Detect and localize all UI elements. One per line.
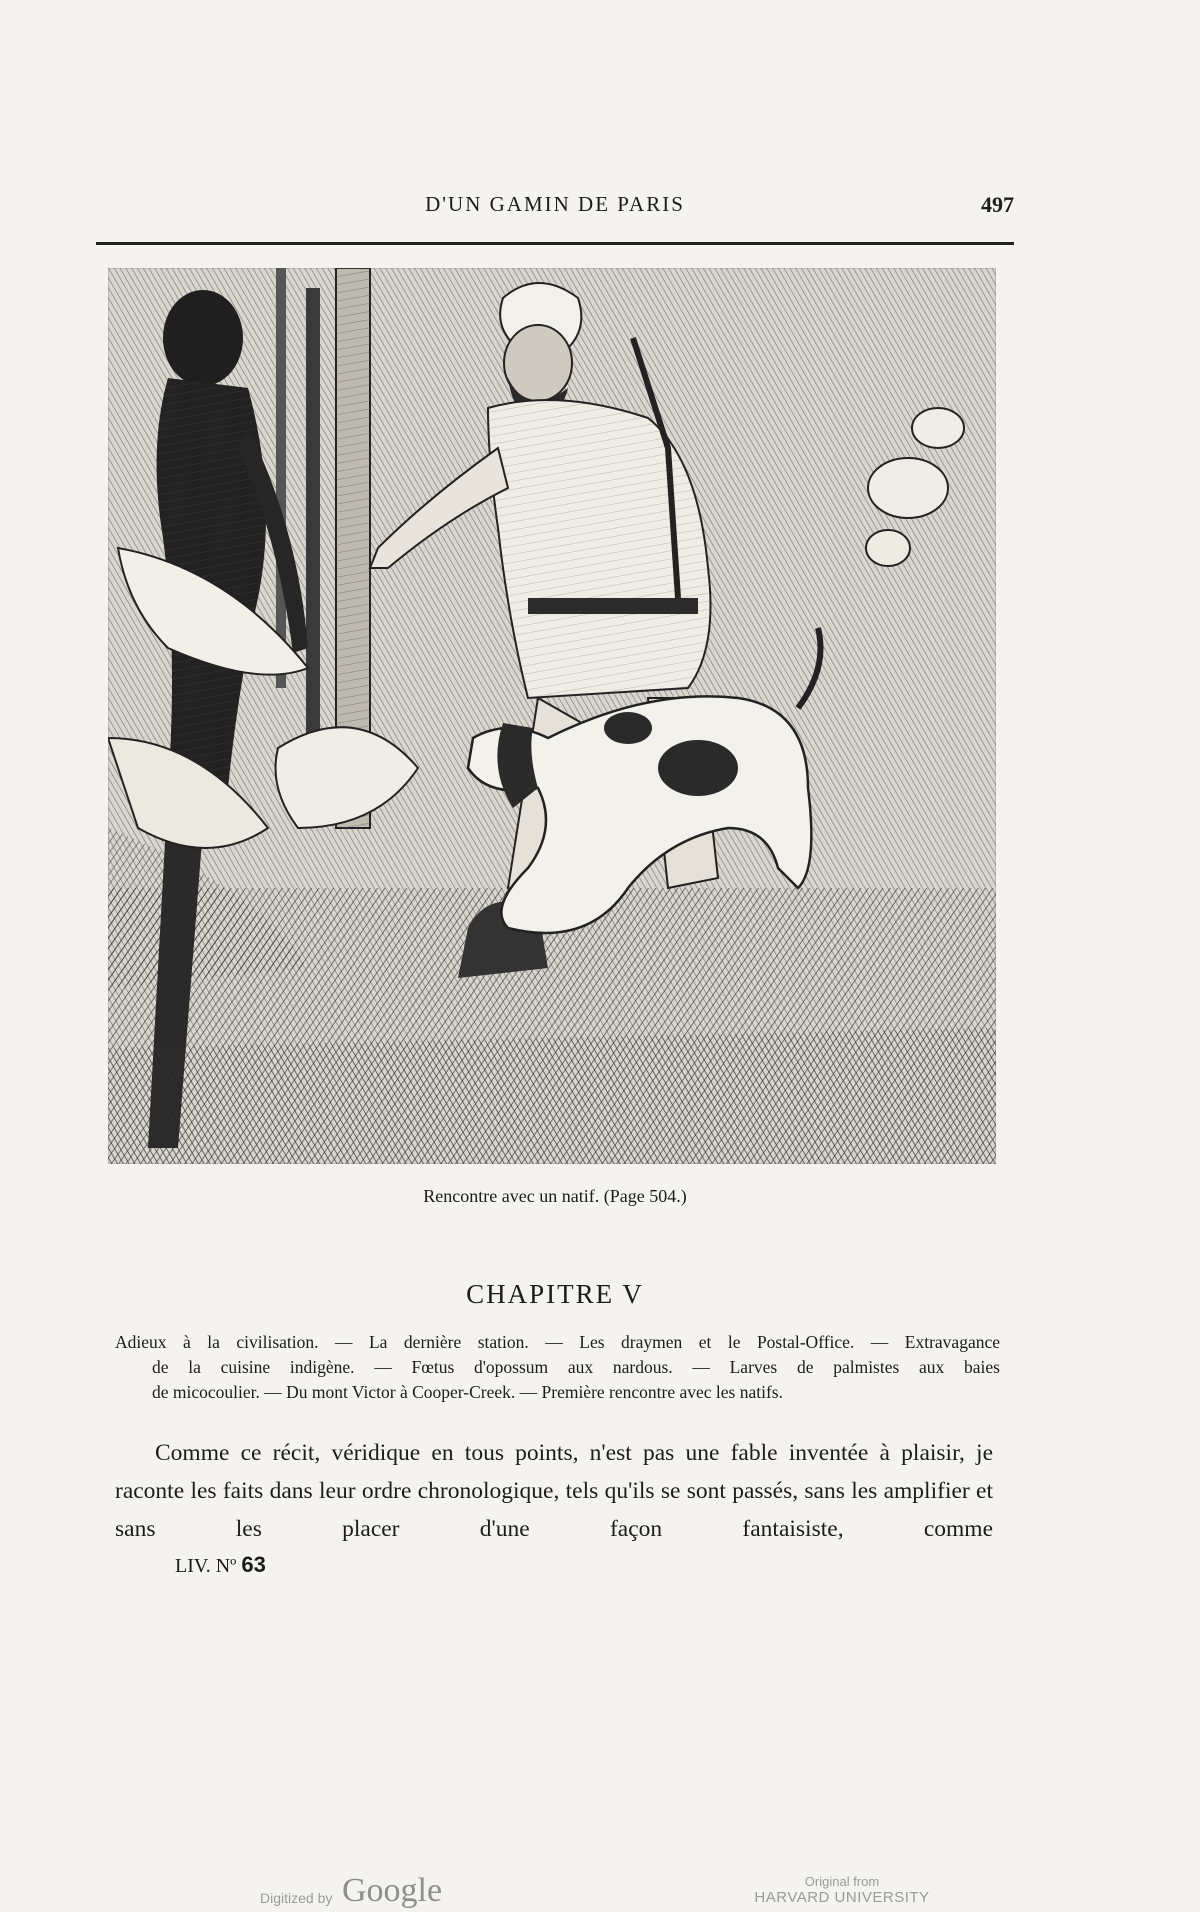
running-title: D'UN GAMIN DE PARIS [425,192,685,216]
chapter-title: CHAPITRE V [466,1279,644,1309]
digitized-by-watermark [260,1872,460,1912]
chapter-summary [115,1330,1000,1405]
body-text [115,1434,993,1548]
header-rule [96,242,1014,245]
digitized-label: Digitized by [260,1890,333,1906]
engraving-illustration [108,268,996,1164]
summary-line: de micocoulier. — Du mont Victor à Cooper-Creek. — Première rencontre avec les natifs. [152,1382,783,1402]
signature-label: LIV. Nº [175,1555,237,1577]
google-logo: Google [342,1872,443,1909]
body-paragraph: Comme ce récit, véridique en tous points, n'est pas une fable inventée à plaisir, je raconte les faits dans leur ordre chronologique, tels qu'ils se sont passés, sans les amplifier et sans les placer d'une façon fantaisiste, comme [115,1440,993,1542]
institution-name: HARVARD UNIVERSITY [754,1889,930,1906]
running-head [96,192,1014,222]
illustration-caption: Rencontre avec un natif. (Page 504.) [423,1186,687,1206]
printer-signature [175,1552,266,1578]
summary-line: Adieux à la civilisation. — La dernière station. — Les draymen et le Postal-Office. — Extravagance [115,1332,1000,1352]
original-from-label: Original from [804,1874,880,1889]
summary-line: de la cuisine indigène. — Fœtus d'opossum aux nardous. — Larves de palmistes aux baies [152,1357,1000,1377]
engraving-image [108,268,996,1164]
page-number: 497 [981,192,1014,217]
original-from-watermark [752,1874,932,1906]
signature-number: 63 [241,1552,266,1577]
